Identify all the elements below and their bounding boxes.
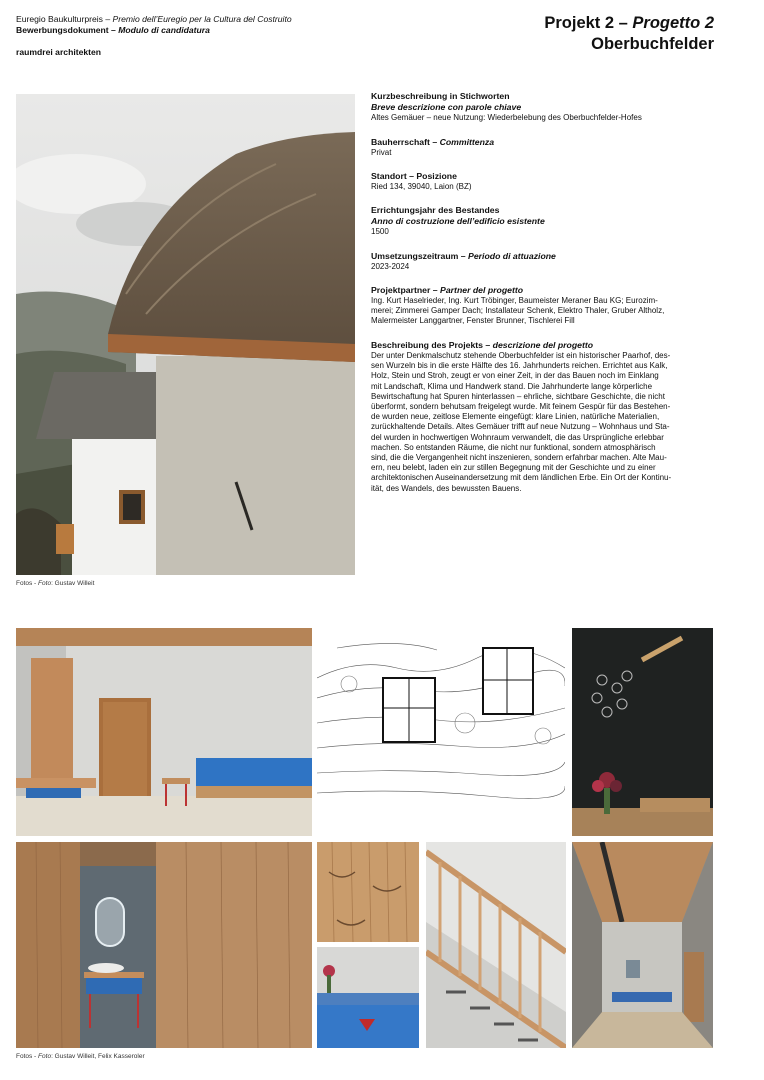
description-line: sind, die die Vergangenheit nicht inszenieren, sondern erfahrbar machen. Alte Mau-: [371, 453, 667, 463]
section-description: [371, 340, 713, 494]
partners-line: Ing. Kurt Haselrieder, Ing. Kurt Tröbinger, Baumeister Meraner Bau KG; Eurozim-: [371, 296, 658, 305]
short-desc-heading: Kurzbeschreibung in Stichworten: [371, 91, 510, 101]
year-heading: Errichtungsjahr des Bestandes: [371, 205, 500, 215]
section-partners: [371, 285, 713, 327]
client-text: Privat: [371, 148, 392, 157]
section-client: [371, 137, 713, 158]
description-line: ern, neu belebt, laden ein zur stillen Begegnung mit der Geschichte und zu einer: [371, 463, 656, 473]
description-line: Holz, Stein und Stroh, zeugt er von einer Zeit, in der das Bauen noch im Einklang: [371, 371, 659, 381]
partners-line: merei; Zimmerei Gamper Dach; Installateur Schenk, Elektro Thaler, Gruber Altholz,: [371, 306, 665, 316]
photo-credit-bottom: Fotos - Foto: Gustav Willeit, Felix Kasseroler: [16, 1053, 145, 1060]
location-text: Ried 134, 39040, Laion (BZ): [371, 182, 472, 191]
section-period: [371, 251, 713, 272]
description-line: überformt, sondern behutsam freigelegt wurde. Mit feinem Gespür für das Bestehen-: [371, 402, 671, 412]
architect-name: raumdrei architekten: [16, 47, 102, 57]
dining-photo: [572, 628, 713, 836]
period-text: 2023-2024: [371, 262, 410, 271]
partners-line: Malermeister Langgartner, Fenster Brunner, Tischlerei Fill: [371, 316, 575, 326]
section-short-description: [371, 91, 713, 123]
site-plan-drawing: [317, 628, 565, 836]
section-year: [371, 205, 713, 237]
living-room-photo: [16, 628, 312, 836]
description-line: architektonischen Auseinandersetzung mit dem ländlichen Erbe. Ein Ort der Kontinu-: [371, 473, 672, 483]
corridor-photo: [572, 842, 713, 1048]
description-line: zurückhaltende Details. Altes Gemäuer trifft auf neue Nutzung – Wohnhaus und Sta-: [371, 422, 670, 432]
description-line: sen Wurzeln bis in die erste Hälfte des 16. Jahrhunderts reichen. Errichtet aus Kalk,: [371, 361, 668, 371]
description-line: Der unter Denkmalschutz stehende Oberbuchfelder ist ein historischer Paarhof, des-: [371, 351, 671, 360]
year-text: 1500: [371, 227, 389, 236]
description-line: ität, des Wandels, des bewussten Bauens.: [371, 483, 522, 493]
bathroom-photo: [16, 842, 312, 1048]
period-heading: Umsetzungszeitraum – Periodo di attuazione: [371, 251, 556, 261]
staircase-photo: [426, 842, 566, 1048]
photo-credit-top: Fotos - Foto: Gustav Willeit: [16, 580, 95, 587]
location-heading: Standort – Posizione: [371, 171, 457, 181]
description-heading: Beschreibung des Projekts – descrizione del progetto: [371, 340, 594, 350]
partners-heading: Projektpartner – Partner del progetto: [371, 285, 524, 295]
section-location: [371, 171, 713, 192]
short-desc-heading-it: Breve descrizione con parole chiave: [371, 102, 522, 112]
short-desc-text: Altes Gemäuer – neue Nutzung: Wiederbelebung des Oberbuchfelder-Hofes: [371, 113, 642, 122]
wood-detail-photo: [317, 842, 419, 942]
project-label: Projekt 2 – Progetto 2: [544, 14, 714, 32]
description-line: machen. So entstanden Räume, die nicht nur funktional, sondern atmosphärisch: [371, 442, 656, 452]
header-line-2: Bewerbungsdokument – Modulo di candidatura: [16, 25, 210, 35]
client-heading: Bauherrschaft – Committenza: [371, 137, 495, 147]
farmhouse-photo: [16, 94, 355, 575]
header-line-1: Euregio Baukulturpreis – Premio dell’Euregio per la Cultura del Costruito: [16, 14, 292, 24]
project-name: Oberbuchfelder: [591, 35, 714, 53]
description-line: del wurden in hochwertigen Wohnraum verwandelt, die das Ursprüngliche erlebbar: [371, 432, 664, 442]
description-line: mit Landschaft, Klima und Handwerk stand. Die Jahrhunderte lange körperliche: [371, 381, 653, 391]
blue-cabinet-photo: [317, 947, 419, 1048]
year-heading-it: Anno di costruzione dell’edificio esistente: [371, 216, 545, 226]
description-line: Bewirtschaftung hat Spuren hinterlassen – ehrliche, sichtbare Geschichte, die nicht: [371, 391, 665, 401]
description-line: de wurden neue, zeitlose Elemente eingefügt: klare Linien, natürliche Materialien,: [371, 412, 660, 422]
